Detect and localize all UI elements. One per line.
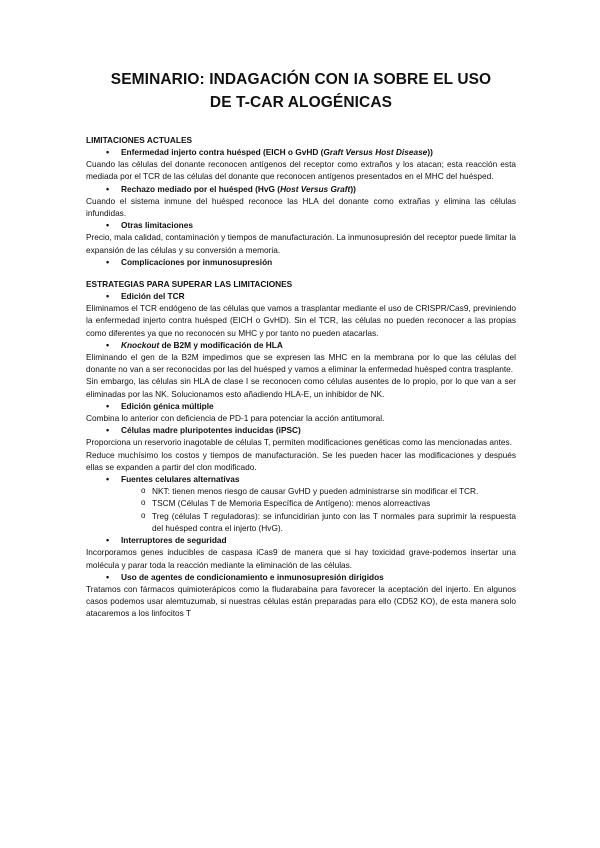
bullet-hvg: • Rechazo mediado por el huésped (HvG (Host Versus Graft)) — [86, 183, 516, 195]
title-line-2: DE T-CAR ALOGÉNICAS — [209, 94, 393, 111]
sub-item-tscm: o TSCM (Células T de Memoria Específica de Antígeno): menos alorreactivas — [86, 497, 516, 509]
paragraph-interruptores: Incorporamos genes inducibles de caspasa iCas9 de manera que si hay toxicidad grave-podemos insertar una molécula y parar toda la reacción mediante la eliminación de las células. — [86, 547, 516, 570]
paragraph-ipsc-1: Proporciona un reservorio inagotable de células T, permiten modificaciones genéticas como las mencionadas antes. — [86, 437, 512, 448]
bullet-otras-limitaciones: • Otras limitaciones — [86, 219, 516, 231]
title-line-1: SEMINARIO: INDAGACIÓN CON IA SOBRE EL USO — [110, 71, 492, 88]
bullet-complicaciones: • Complicaciones por inmunosupresión — [86, 256, 516, 268]
bullet-ipsc: • Células madre pluripotentes inducidas (iPSC) — [86, 424, 516, 436]
paragraph-otras-limitaciones: Precio, mala calidad, contaminación y tiempos de manufacturación. La inmunosupresión del receptor puede limitar la expansión de las células y su conversión a memoria. — [86, 232, 516, 255]
paragraph-knockout-b2m-1: Eliminando el gen de la B2M impedimos que se expresen las MHC en la membrana por lo que las células del donante no van a ser reconocidas por las del huésped y vamos a eliminar la enfermedad huésped contra trasplante. — [86, 352, 516, 375]
sub-item-treg: o Treg (células T reguladoras): se infuncidirian junto con las T normales para suprimir la respuesta del huésped contra el injerto (HvG). — [86, 510, 516, 534]
bullet-interruptores: • Interruptores de seguridad — [86, 534, 516, 546]
document-page — [86, 68, 516, 620]
sub-item-nkt: o NKT: tienen menos riesgo de causar GvHD y pueden administrarse sin modificar el TCR. — [86, 485, 516, 497]
bullet-knockout-b2m: • Knockout de B2M y modificación de HLA — [86, 339, 516, 351]
paragraph-gvhd: Cuando las células del donante reconocen antígenos del receptor como extraños y los atacan; esta reacción esta mediada por el TCR de las células del donante que reconocen antígenos presentados en el MHC del huésped. — [86, 159, 516, 182]
page-title — [86, 68, 516, 114]
bullet-fuentes-alternativas: • Fuentes celulares alternativas — [86, 473, 516, 485]
paragraph-edicion-tcr: Eliminamos el TCR endógeno de las células que vamos a trasplantar mediante el uso de CRISPR/Cas9, previniendo la enfermedad injerto contra huésped (EICH o GvHD). Sin el TCR, las células no pueden reconocer a las propias como diferentes ya que no reconocen su MHC y por tanto no pueden atacarlas. — [86, 303, 516, 338]
bullet-edicion-tcr: • Edición del TCR — [86, 290, 516, 302]
bullet-edicion-multiple: • Edición génica múltiple — [86, 400, 516, 412]
bullet-agentes-condicionamiento: • Uso de agentes de condicionamiento e inmunosupresión dirigidos — [86, 571, 516, 583]
bullet-gvhd: • Enfermedad injerto contra huésped (EICH o GvHD (Graft Versus Host Disease)) — [86, 146, 516, 158]
paragraph-edicion-multiple: Combina lo anterior con deficiencia de PD-1 para potenciar la acción antitumoral. — [86, 413, 385, 424]
paragraph-ipsc-2: Reduce muchísimo los costos y tiempos de manufacturación. Se les pueden hacer las modificaciones y después ellas se expanden a partir del clon modificado. — [86, 449, 516, 472]
section-heading-limitaciones: LIMITACIONES ACTUALES — [86, 135, 193, 145]
paragraph-hvg: Cuando el sistema inmune del huésped reconoce las HLA del donante como extrañas y elimina las células infundidas. — [86, 195, 516, 219]
paragraph-agentes-condicionamiento: Tratamos con fármacos quimioterápicos como la fludarabaina para favorecer la aceptación del injerto. En algunos casos podemos usar alemtuzumab, si nuestras células están preparadas para ello (CD52 KO), de esta manera solo atacaremos a los linfocitos T — [86, 583, 516, 619]
paragraph-knockout-b2m-2: Sin embargo, las células sin HLA de clase I se reconocen como células ausentes de lo propio, por lo que van a ser eliminadas por las NK. Solucionamos esto añadiendo HLA-E, un inhibidor de NK. — [86, 376, 516, 399]
section-heading-estrategias: ESTRATEGIAS PARA SUPERAR LAS LIMITACIONES — [86, 279, 293, 290]
